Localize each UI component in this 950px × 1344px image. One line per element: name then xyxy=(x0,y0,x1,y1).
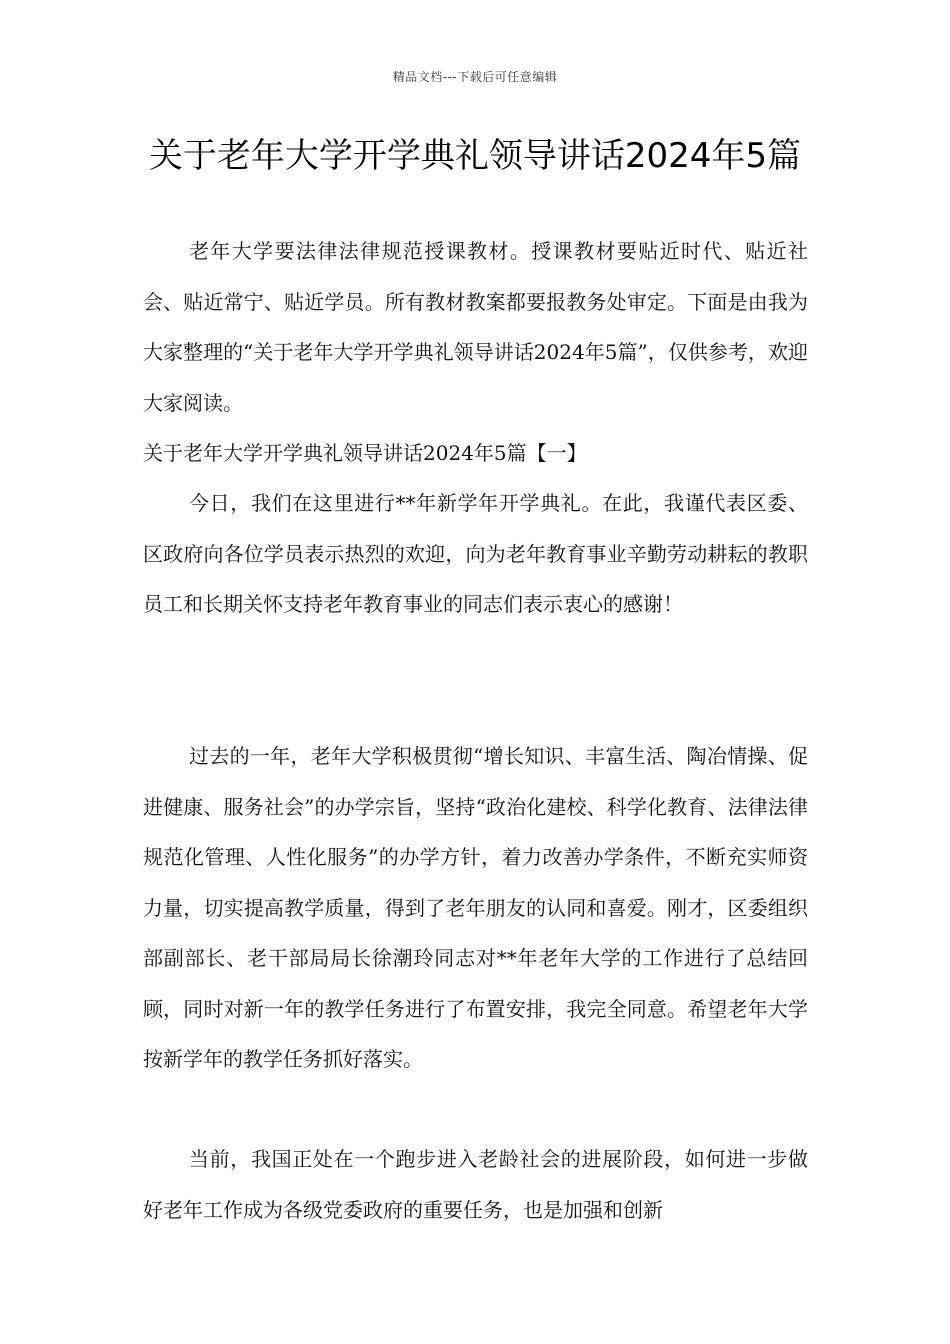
document-title: 关于老年大学开学典礼领导讲话2024年5篇 xyxy=(148,136,802,176)
intro-paragraph: 老年大学要法律法律规范授课教材。授课教材要贴近时代、贴近社会、贴近常宁、贴近学员。所有教材教案都要报教务处审定。下面是由我为大家整理的“关于老年大学开学典礼领导讲话2024年5篇”，仅供参考，欢迎大家阅读。 xyxy=(143,239,808,415)
header-note: 精品文档---下载后可任意编辑 xyxy=(392,70,558,84)
body-paragraph: 当前，我国正处在一个跑步进入老龄社会的进展阶段，如何进一步做好老年工作成为各级党委政府的重要任务，也是加强和创新 xyxy=(143,1147,808,1222)
section-heading: 关于老年大学开学典礼领导讲话2024年5篇【一】 xyxy=(143,441,587,465)
body-paragraph: 今日，我们在这里进行**年新学年开学典礼。在此，我谨代表区委、区政府向各位学员表示热烈的欢迎，向为老年教育事业辛勤劳动耕耘的教职员工和长期关怀支持老年教育事业的同志们表示衷心的感谢！ xyxy=(143,491,808,616)
body-paragraph: 过去的一年，老年大学积极贯彻“增长知识、丰富生活、陶冶情操、促进健康、服务社会”的办学宗旨，坚持“政治化建校、科学化教育、法律法律规范化管理、人性化服务”的办学方针，着力改善办学条件，不断充实师资力量，切实提高教学质量，得到了老年朋友的认同和喜爱。刚才，区委组织部副部长、老干部局局长徐潮玲同志对**年老年大学的工作进行了总结回顾，同时对新一年的教学任务进行了布置安排，我完全同意。希望老年大学按新学年的教学任务抓好落实。 xyxy=(143,744,808,1071)
